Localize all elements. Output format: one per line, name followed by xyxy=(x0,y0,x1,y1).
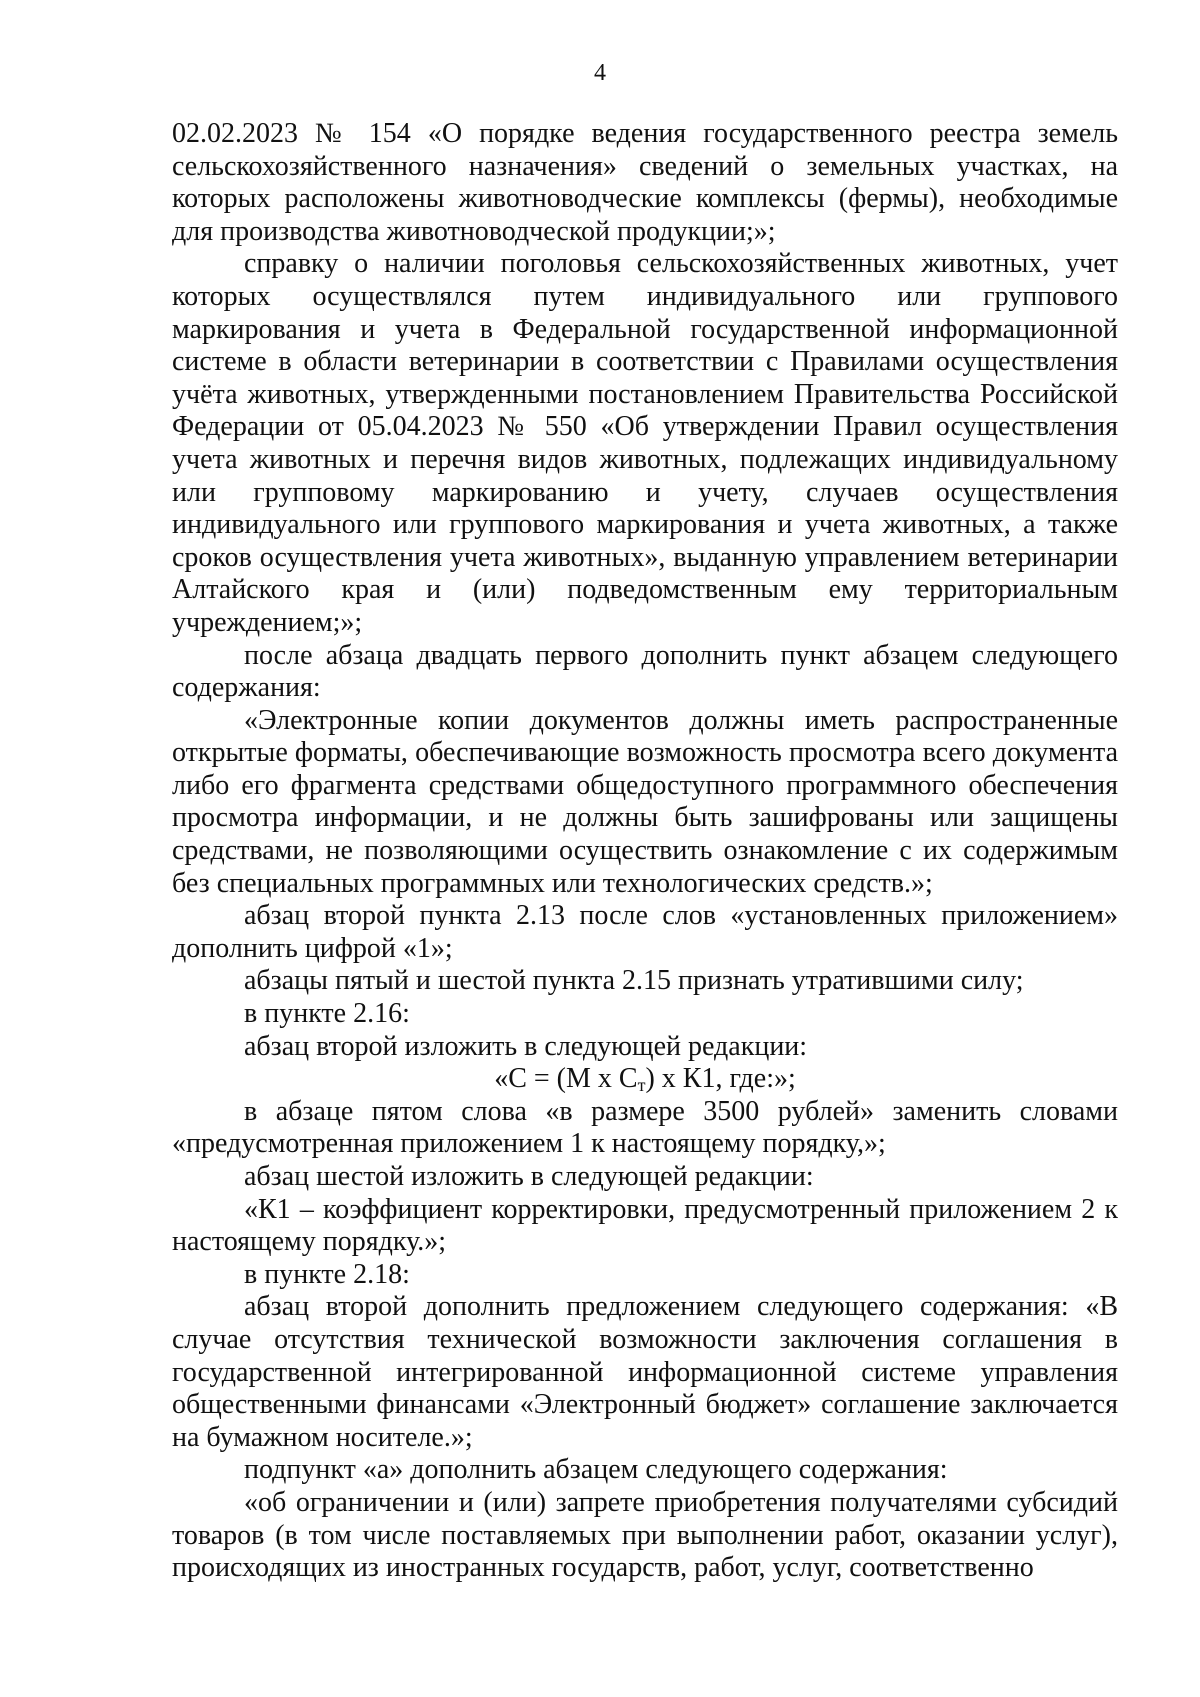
paragraph-k1-definition: «К1 – коэффициент корректировки, предусмотренный приложением 2 к настоящему порядку.»; xyxy=(172,1193,1118,1258)
formula xyxy=(172,1063,1118,1096)
paragraph-restriction: «об ограничении и (или) запрете приобретения получателями субсидий товаров (в том числе поставляемых при выполнении работ, оказании услуг), происходящих из иностранных государств, работ, услуг, соответственно xyxy=(172,1486,1118,1584)
paragraph-clause-2-15: абзацы пятый и шестой пункта 2.15 признать утратившими силу; xyxy=(244,965,1024,997)
paragraph-sixth-abzac: абзац шестой изложить в следующей редакции: xyxy=(244,1161,814,1192)
paragraph-continuation: 02.02.2023 № 154 «О порядке ведения государственного реестра земель сельскохозяйственного назначения» сведений о земельных участках, на которых расположены животноводческие комплексы (фермы), необходимые для производства животноводческой продукции;»; xyxy=(172,118,1118,247)
paragraph-clause-2-13: абзац второй пункта 2.13 после слов «установленных приложением» дополнить цифрой «1»; xyxy=(172,900,1118,964)
paragraph-livestock-certificate: справку о наличии поголовья сельскохозяйственных животных, учет которых осуществлялся путем индивидуального или группового маркирования и учета в Федеральной государственной информационной системе в области ветеринарии в соответствии с Правилами осуществления учёта животных, утвержденными постановлением Правительства Российской Федерации от 05.04.2023 № 550 «Об утверждении Правил осуществления учета животных и перечня видов животных, подлежащих индивидуальному или групповому маркированию и учету, случаев осуществления индивидуального или группового маркирования и учета животных, а также сроков осуществления учета животных», выданную управлением ветеринарии Алтайского края и (или) подведомственным ему территориальным учреждением;»; xyxy=(172,248,1118,638)
page-number: 4 xyxy=(594,60,606,86)
paragraph-clause-2-18: в пункте 2.18: xyxy=(244,1258,410,1290)
formula-part-2: ) х К1, где:»; xyxy=(645,1063,796,1095)
paragraph-add-after-21: после абзаца двадцать первого дополнить пункт абзацем следующего содержания: xyxy=(172,639,1118,704)
paragraph-subclause-a: подпункт «а» дополнить абзацем следующего содержания: xyxy=(244,1454,948,1486)
paragraph-electronic-budget: абзац второй дополнить предложением следующего содержания: «В случае отсутствия технической возможности заключения соглашения в государственной интегрированной информационной системе управления общественными финансами «Электронный бюджет» соглашение заключается на бумажном носителе.»; xyxy=(172,1291,1118,1453)
paragraph-fifth-abzac: в абзаце пятом слова «в размере 3500 рублей» заменить словами «предусмотренная приложением 1 к настоящему порядку,»; xyxy=(172,1095,1118,1160)
formula-part-1: «С = (М х С xyxy=(494,1063,638,1095)
document-body xyxy=(172,118,1118,1585)
paragraph-electronic-copies: «Электронные копии документов должны иметь распространенные открытые форматы, обеспечивающие возможность просмотра всего документа либо его фрагмента средствами общедоступного программного обеспечения просмотра информации, и не должны быть зашифрованы или защищены средствами, не позволяющими осуществить ознакомление с их содержимым без специальных программных или технологических средств.»; xyxy=(172,704,1118,899)
paragraph-clause-2-16: в пункте 2.16: xyxy=(244,998,410,1030)
formula-subscript: т xyxy=(637,1075,646,1096)
paragraph-second-abzac: абзац второй изложить в следующей редакции: xyxy=(244,1030,808,1062)
